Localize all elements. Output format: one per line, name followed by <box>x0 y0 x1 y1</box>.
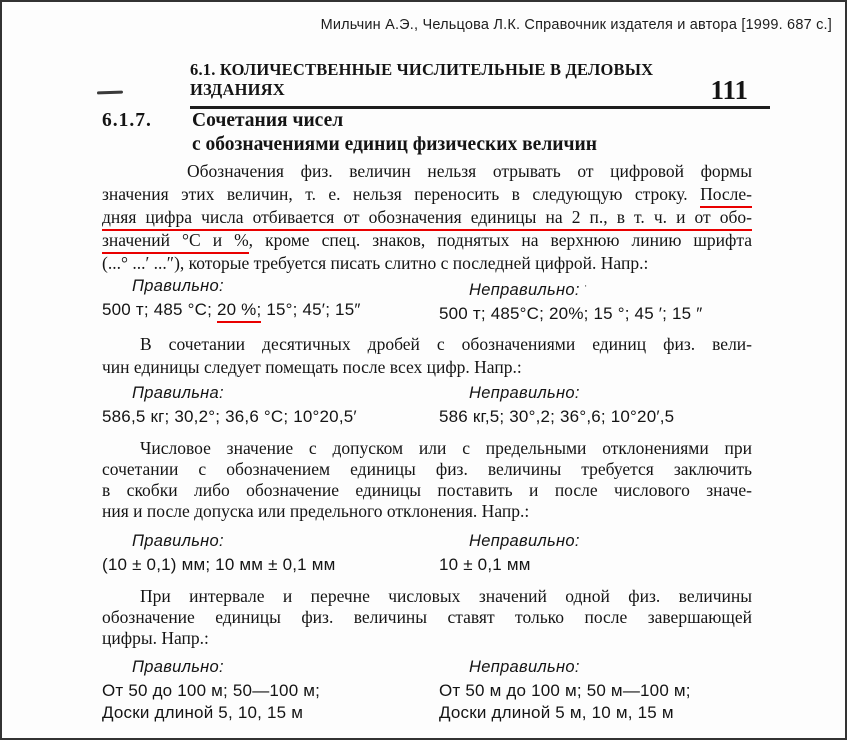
incorrect-column <box>439 385 801 428</box>
incorrect-examples: 500 т; 485°С; 20%; 15 °; 45 ′; 15 ″ <box>439 304 703 323</box>
book-citation: Мильчин А.Э., Чельцова Л.К. Справочник издателя и автора [1999. 687 с.] <box>320 17 832 33</box>
incorrect-column <box>439 278 801 325</box>
text-line <box>102 333 752 356</box>
section-title-line: Сочетания чисел <box>192 110 344 131</box>
stray-ink-mark: · <box>583 280 588 292</box>
body-text: , кроме спец. знаков, поднятых на верхнюю линию шрифта <box>248 230 752 250</box>
incorrect-column <box>439 659 801 724</box>
red-underlined-text: дняя цифра числа отбивается от обозначения единицы на 2 п., в т. ч. и от обо- <box>102 207 752 231</box>
text-line <box>102 252 752 275</box>
section-number: 6.1.7. <box>102 110 152 131</box>
text-line <box>102 501 752 522</box>
body-text: При интервале и перечне числовых значений одной физ. величины <box>140 586 752 606</box>
text-line <box>102 480 752 501</box>
page-number: 111 <box>710 75 748 105</box>
incorrect-column <box>439 533 801 576</box>
body-text: Обозначения физ. величин нельзя отрывать от цифровой формы <box>187 161 752 181</box>
red-underlined-text: После- <box>700 184 752 208</box>
text-line <box>102 607 752 628</box>
incorrect-label: Неправильно: <box>469 532 580 550</box>
section-title <box>192 109 597 157</box>
example-text-line: От 50 до 100 м; 50—100 м; <box>102 681 321 700</box>
text-line <box>102 628 752 649</box>
example-text-line: Доски длиной 5, 10, 15 м <box>102 703 304 722</box>
running-head-title: 6.1. КОЛИЧЕСТВЕННЫЕ ЧИСЛИТЕЛЬНЫЕ В ДЕЛОВЫХ ИЗДАНИЯХ <box>190 60 654 99</box>
correct-examples <box>102 680 437 724</box>
text-line <box>102 229 752 252</box>
correct-column <box>102 659 437 724</box>
incorrect-label: Неправильно: <box>469 384 580 402</box>
example-text: 15°; 45′; 15″ <box>261 300 361 319</box>
running-head <box>190 60 770 109</box>
red-underlined-text: 20 %; <box>217 300 261 323</box>
incorrect-examples: 10 ± 0,1 мм <box>439 555 531 574</box>
text-line <box>102 356 752 379</box>
body-text: В сочетании десятичных дробей с обозначениями единиц физ. вели- <box>140 334 752 354</box>
correct-examples: (10 ± 0,1) мм; 10 мм ± 0,1 мм <box>102 555 336 574</box>
correct-column <box>102 278 437 321</box>
scan-speck <box>97 91 123 95</box>
body-text: Числовое значение с допуском или с предельными отклонениями при <box>140 438 752 458</box>
body-text: обозначение единицы физ. величины ставят только после завершающей <box>102 607 752 627</box>
paragraph-rule-4 <box>102 586 752 649</box>
body-text: цифры. Напр.: <box>102 628 209 648</box>
correct-examples: 586,5 кг; 30,2°; 36,6 °С; 10°20,5′ <box>102 407 357 426</box>
body-text: значения этих величин, т. е. нельзя переносить в следующую строку. <box>102 184 701 204</box>
paragraph-rule-2 <box>102 333 752 379</box>
body-text: ния и после допуска или предельного отклонения. Напр.: <box>102 501 530 521</box>
example-text-line: Доски длиной 5 м, 10 м, 15 м <box>439 703 674 722</box>
incorrect-examples <box>439 680 801 724</box>
correct-label: Правильно: <box>132 658 224 676</box>
text-line <box>102 206 752 229</box>
text-line <box>102 438 752 459</box>
text-line <box>102 160 752 183</box>
example-text: 500 т; 485 °С; <box>102 300 217 319</box>
paragraph-rule-3 <box>102 438 752 522</box>
text-line <box>102 586 752 607</box>
example-text-line: От 50 м до 100 м; 50 м—100 м; <box>439 681 691 700</box>
text-line <box>102 459 752 480</box>
section-title-line: с обозначениями единиц физических величин <box>192 134 597 155</box>
correct-label: Правильно: <box>132 532 224 550</box>
paragraph-rule-1 <box>102 160 752 275</box>
body-text: в скобки либо обозначение единицы поставить и после числового значе- <box>102 480 752 500</box>
correct-column <box>102 385 437 428</box>
incorrect-label: Неправильно: · <box>469 280 588 299</box>
correct-column <box>102 533 437 576</box>
incorrect-label: Неправильно: <box>469 658 580 676</box>
text-line <box>102 183 752 206</box>
body-text: сочетании с обозначением единицы физ. величины требуется заключить <box>102 459 752 479</box>
incorrect-examples: 586 кг,5; 30°,2; 36°,6; 10°20′,5 <box>439 407 675 426</box>
correct-examples <box>102 299 437 321</box>
section-heading <box>102 109 597 157</box>
body-text: (...° ...′ ...″), которые требуется писать слитно с последней цифрой. Напр.: <box>102 253 649 273</box>
red-underlined-text: значений °С и % <box>102 230 249 254</box>
correct-label: Правильна: <box>132 384 224 402</box>
body-text: чин единицы следует помещать после всех цифр. Напр.: <box>102 357 522 377</box>
correct-label: Правильно: <box>132 277 224 295</box>
